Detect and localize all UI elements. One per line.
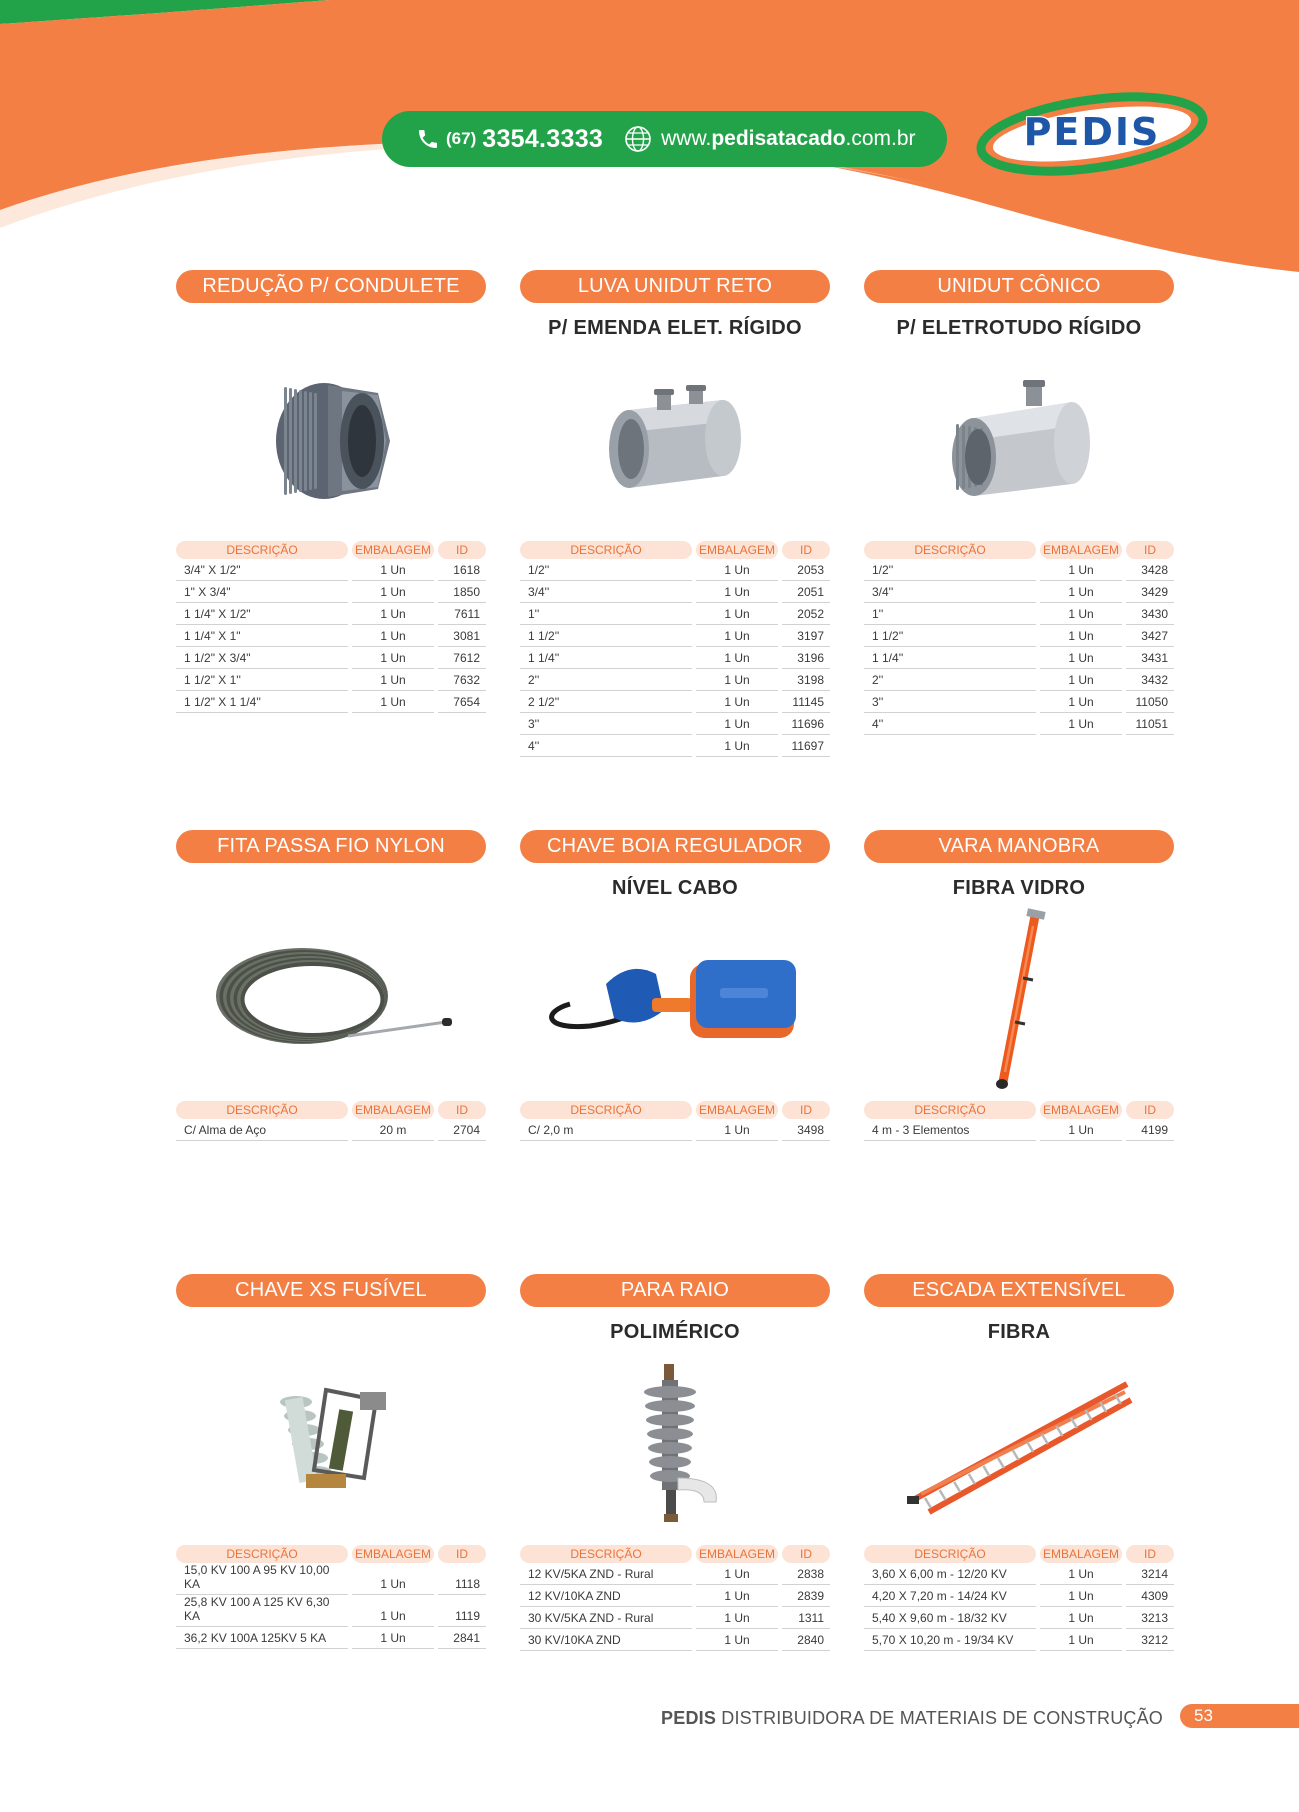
table-row [520,581,830,603]
row-packaging: 1 Un [696,625,778,647]
row-id: 3198 [782,669,830,691]
spec-table [176,1101,486,1141]
product-title: ESCADA EXTENSÍVEL [864,1274,1174,1307]
row-description: 1 1/4" X 1" [176,625,348,647]
row-id: 2839 [782,1585,830,1607]
row-id: 3431 [1126,647,1174,669]
row-id: 2052 [782,603,830,625]
table-row [176,559,486,581]
table-row [520,1119,830,1141]
row-packaging: 1 Un [1040,625,1122,647]
row-description: 1 1/4'' [520,647,692,669]
table-row [176,603,486,625]
table-row [176,1563,486,1595]
row-id: 7632 [438,669,486,691]
product-title: LUVA UNIDUT RETO [520,270,830,303]
float-switch-icon [540,946,810,1056]
row-description: 4 m - 3 Elementos [864,1119,1036,1141]
row-description: 1 1/2" X 1 1/4'' [176,691,348,713]
row-id: 1618 [438,559,486,581]
product-subtitle [176,877,486,901]
row-description: 1'' [864,603,1036,625]
row-description: 4'' [864,713,1036,735]
table-row [520,647,830,669]
straight-coupling-icon [595,376,755,506]
row-packaging: 1 Un [352,1595,434,1627]
footer-text [661,1708,1163,1729]
col-pack-header: EMBALAGEM [352,1545,434,1563]
col-id-header: ID [782,541,830,559]
table-row [864,1563,1174,1585]
table-row [520,1629,830,1651]
col-pack-header: EMBALAGEM [1040,541,1122,559]
product-subtitle: POLIMÉRICO [610,1321,740,1343]
col-pack-header: EMBALAGEM [352,541,434,559]
col-desc-header: DESCRIÇÃO [864,1545,1036,1563]
table-row [864,581,1174,603]
spec-table [520,1101,830,1141]
row-packaging: 1 Un [1040,1585,1122,1607]
phone-area-code: (67) [446,129,477,148]
row-packaging: 1 Un [352,603,434,625]
col-id-header: ID [1126,1101,1174,1119]
row-description: 3/4'' [520,581,692,603]
product-title: PARA RAIO [520,1274,830,1307]
spec-table [864,1101,1174,1141]
row-description: 12 KV/5KA ZND - Rural [520,1563,692,1585]
row-packaging: 1 Un [1040,1629,1122,1651]
row-packaging: 1 Un [1040,1563,1122,1585]
col-pack-header: EMBALAGEM [696,541,778,559]
row-id: 3197 [782,625,830,647]
table-row [176,1627,486,1649]
product-image [520,1345,830,1545]
row-id: 11051 [1126,713,1174,735]
row-packaging: 1 Un [352,647,434,669]
col-desc-header: DESCRIÇÃO [520,1101,692,1119]
col-id-header: ID [1126,1545,1174,1563]
spec-table [176,1545,486,1649]
row-packaging: 1 Un [352,669,434,691]
row-packaging: 1 Un [352,1627,434,1649]
row-description: 1'' [520,603,692,625]
product-image [176,341,486,541]
row-id: 11145 [782,691,830,713]
table-row [864,559,1174,581]
row-description: 1/2'' [520,559,692,581]
row-description: 5,70 X 10,20 m - 19/34 KV [864,1629,1036,1651]
row-description: 1 1/4'' [864,647,1036,669]
footer-brand: PEDIS [661,1708,717,1728]
row-id: 1311 [782,1607,830,1629]
table-row [520,713,830,735]
row-id: 11696 [782,713,830,735]
row-description: 3'' [864,691,1036,713]
row-id: 3429 [1126,581,1174,603]
row-id: 1118 [438,1563,486,1595]
row-packaging: 1 Un [696,1585,778,1607]
row-description: 3,60 X 6,00 m - 12/20 KV [864,1563,1036,1585]
row-id: 3196 [782,647,830,669]
row-description: 2'' [864,669,1036,691]
product-subtitle: NÍVEL CABO [612,877,738,899]
col-desc-header: DESCRIÇÃO [520,541,692,559]
row-packaging: 1 Un [352,691,434,713]
product-image [520,341,830,541]
hot-stick-icon [979,906,1059,1096]
row-description: 1" X 3/4" [176,581,348,603]
row-id: 2838 [782,1563,830,1585]
row-packaging: 1 Un [1040,647,1122,669]
table-row [864,669,1174,691]
product-title: CHAVE XS FUSÍVEL [176,1274,486,1307]
table-row [520,691,830,713]
row-id: 2051 [782,581,830,603]
product-block-2 [520,270,830,757]
row-description: 12 KV/10KA ZND [520,1585,692,1607]
product-image [520,901,830,1101]
row-id: 3427 [1126,625,1174,647]
row-id: 1850 [438,581,486,603]
spec-header-row [176,1101,486,1119]
product-image [864,1345,1174,1545]
row-packaging: 1 Un [696,559,778,581]
row-description: C/ 2,0 m [520,1119,692,1141]
product-image [176,1345,486,1545]
spec-header-row [176,541,486,559]
col-desc-header: DESCRIÇÃO [176,1545,348,1563]
row-description: 5,40 X 9,60 m - 18/32 KV [864,1607,1036,1629]
row-packaging: 1 Un [696,691,778,713]
product-image [864,341,1174,541]
col-id-header: ID [782,1545,830,1563]
table-row [176,669,486,691]
row-description: 3/4'' [864,581,1036,603]
table-row [176,647,486,669]
row-description: 1 1/2" X 1'' [176,669,348,691]
row-id: 2053 [782,559,830,581]
row-description: 3'' [520,713,692,735]
row-id: 7654 [438,691,486,713]
col-id-header: ID [782,1101,830,1119]
table-row [176,581,486,603]
row-packaging: 1 Un [1040,603,1122,625]
col-id-header: ID [438,541,486,559]
table-row [176,1119,486,1141]
spec-header-row [864,541,1174,559]
row-id: 3212 [1126,1629,1174,1651]
col-pack-header: EMBALAGEM [1040,1545,1122,1563]
table-row [864,625,1174,647]
product-title: UNIDUT CÔNICO [864,270,1174,303]
row-packaging: 1 Un [696,1563,778,1585]
col-id-header: ID [438,1545,486,1563]
row-description: 1 1/2'' [520,625,692,647]
col-desc-header: DESCRIÇÃO [176,1101,348,1119]
product-subtitle: P/ EMENDA ELET. RÍGIDO [548,317,802,339]
extension-ladder-icon [899,1370,1139,1520]
table-row [176,1595,486,1627]
footer-company: DISTRIBUIDORA DE MATERIAIS DE CONSTRUÇÃO [721,1708,1163,1728]
spec-header-row [176,1545,486,1563]
footer [0,1704,1299,1734]
table-row [520,559,830,581]
product-image [176,901,486,1101]
row-description: 1 1/2" X 3/4" [176,647,348,669]
row-id: 3430 [1126,603,1174,625]
row-packaging: 1 Un [1040,1119,1122,1141]
spec-table [864,1545,1174,1651]
row-packaging: 1 Un [696,603,778,625]
row-packaging: 1 Un [696,581,778,603]
row-description: 1/2'' [864,559,1036,581]
page-number: 53 [1180,1704,1299,1728]
table-row [520,1607,830,1629]
row-id: 2704 [438,1119,486,1141]
row-description: C/ Alma de Aço [176,1119,348,1141]
table-row [176,691,486,713]
col-pack-header: EMBALAGEM [352,1101,434,1119]
col-desc-header: DESCRIÇÃO [176,541,348,559]
fish-tape-coil-icon [206,936,456,1066]
table-row [864,1119,1174,1141]
product-title: FITA PASSA FIO NYLON [176,830,486,863]
row-packaging: 20 m [352,1119,434,1141]
row-id: 3213 [1126,1607,1174,1629]
product-image [864,901,1174,1101]
globe-icon [623,124,653,154]
spec-header-row [520,1101,830,1119]
row-description: 4,20 X 7,20 m - 14/24 KV [864,1585,1036,1607]
spec-header-row [520,541,830,559]
table-row [520,625,830,647]
table-row [864,1607,1174,1629]
row-packaging: 1 Un [696,647,778,669]
site-brand: pedisatacado [711,127,846,150]
product-block-8 [520,1274,830,1651]
row-packaging: 1 Un [1040,713,1122,735]
fuse-cutout-icon [256,1370,406,1520]
product-subtitle: FIBRA [987,1321,1051,1343]
product-block-9 [864,1274,1174,1651]
row-id: 3428 [1126,559,1174,581]
spec-header-row [520,1545,830,1563]
website-link[interactable] [661,127,915,151]
product-block-3 [864,270,1174,735]
spec-table [176,541,486,713]
row-description: 3/4" X 1/2" [176,559,348,581]
product-block-6 [864,830,1174,1141]
row-packaging: 1 Un [352,625,434,647]
row-packaging: 1 Un [1040,559,1122,581]
site-prefix: www. [661,127,712,150]
spec-table [520,1545,830,1651]
row-description: 2 1/2'' [520,691,692,713]
row-packaging: 1 Un [696,713,778,735]
row-description: 2'' [520,669,692,691]
row-packaging: 1 Un [696,1629,778,1651]
product-block-4 [176,830,486,1141]
row-description: 30 KV/10KA ZND [520,1629,692,1651]
row-packaging: 1 Un [1040,691,1122,713]
row-description: 15,0 KV 100 A 95 KV 10,00 KA [176,1563,348,1595]
product-title: CHAVE BOIA REGULADOR [520,830,830,863]
row-packaging: 1 Un [352,1563,434,1595]
table-row [864,603,1174,625]
spec-table [864,541,1174,735]
spec-table [520,541,830,757]
table-row [520,735,830,757]
spec-header-row [864,1545,1174,1563]
product-block-5 [520,830,830,1141]
row-packaging: 1 Un [696,735,778,757]
row-packaging: 1 Un [696,669,778,691]
product-subtitle: FIBRA VIDRO [952,877,1086,899]
row-id: 2841 [438,1627,486,1649]
row-packaging: 1 Un [1040,669,1122,691]
phone-number[interactable]: 3354.3333 [482,124,604,153]
row-description: 1 1/4" X 1/2" [176,603,348,625]
product-block-7 [176,1274,486,1649]
table-row [864,713,1174,735]
row-id: 7611 [438,603,486,625]
row-description: 30 KV/5KA ZND - Rural [520,1607,692,1629]
table-row [520,1563,830,1585]
table-row [864,1585,1174,1607]
table-row [176,625,486,647]
phone-icon [416,127,440,151]
row-id: 1119 [438,1595,486,1627]
row-id: 3432 [1126,669,1174,691]
row-id: 3081 [438,625,486,647]
col-id-header: ID [438,1101,486,1119]
row-packaging: 1 Un [1040,1607,1122,1629]
row-packaging: 1 Un [1040,581,1122,603]
product-title: REDUÇÃO P/ CONDULETE [176,270,486,303]
product-subtitle [176,1321,486,1345]
contact-bar [382,111,947,167]
spec-header-row [864,1101,1174,1119]
row-packaging: 1 Un [352,581,434,603]
col-desc-header: DESCRIÇÃO [864,541,1036,559]
row-id: 11697 [782,735,830,757]
row-id: 4199 [1126,1119,1174,1141]
table-row [864,1629,1174,1651]
row-description: 36,2 KV 100A 125KV 5 KA [176,1627,348,1649]
product-subtitle [176,317,486,341]
row-id: 3214 [1126,1563,1174,1585]
reducer-bushing-icon [266,371,396,511]
site-suffix: .com.br [845,127,916,150]
table-row [864,647,1174,669]
conical-connector-icon [934,366,1104,516]
row-description: 25,8 KV 100 A 125 KV 6,30 KA [176,1595,348,1627]
table-row [520,669,830,691]
col-desc-header: DESCRIÇÃO [864,1101,1036,1119]
row-id: 7612 [438,647,486,669]
row-description: 4'' [520,735,692,757]
col-pack-header: EMBALAGEM [696,1101,778,1119]
product-subtitle: P/ ELETROTUDO RÍGIDO [896,317,1142,339]
table-row [520,1585,830,1607]
table-row [864,691,1174,713]
product-block-1 [176,270,486,713]
row-packaging: 1 Un [696,1119,778,1141]
product-title: VARA MANOBRA [864,830,1174,863]
col-id-header: ID [1126,541,1174,559]
surge-arrester-icon [620,1360,730,1530]
logo-text: PEDIS [1023,110,1161,154]
pedis-logo [972,88,1212,178]
row-id: 4309 [1126,1585,1174,1607]
row-id: 2840 [782,1629,830,1651]
col-pack-header: EMBALAGEM [696,1545,778,1563]
col-desc-header: DESCRIÇÃO [520,1545,692,1563]
row-id: 3498 [782,1119,830,1141]
row-packaging: 1 Un [696,1607,778,1629]
col-pack-header: EMBALAGEM [1040,1101,1122,1119]
row-packaging: 1 Un [352,559,434,581]
row-id: 11050 [1126,691,1174,713]
row-description: 1 1/2'' [864,625,1036,647]
table-row [520,603,830,625]
